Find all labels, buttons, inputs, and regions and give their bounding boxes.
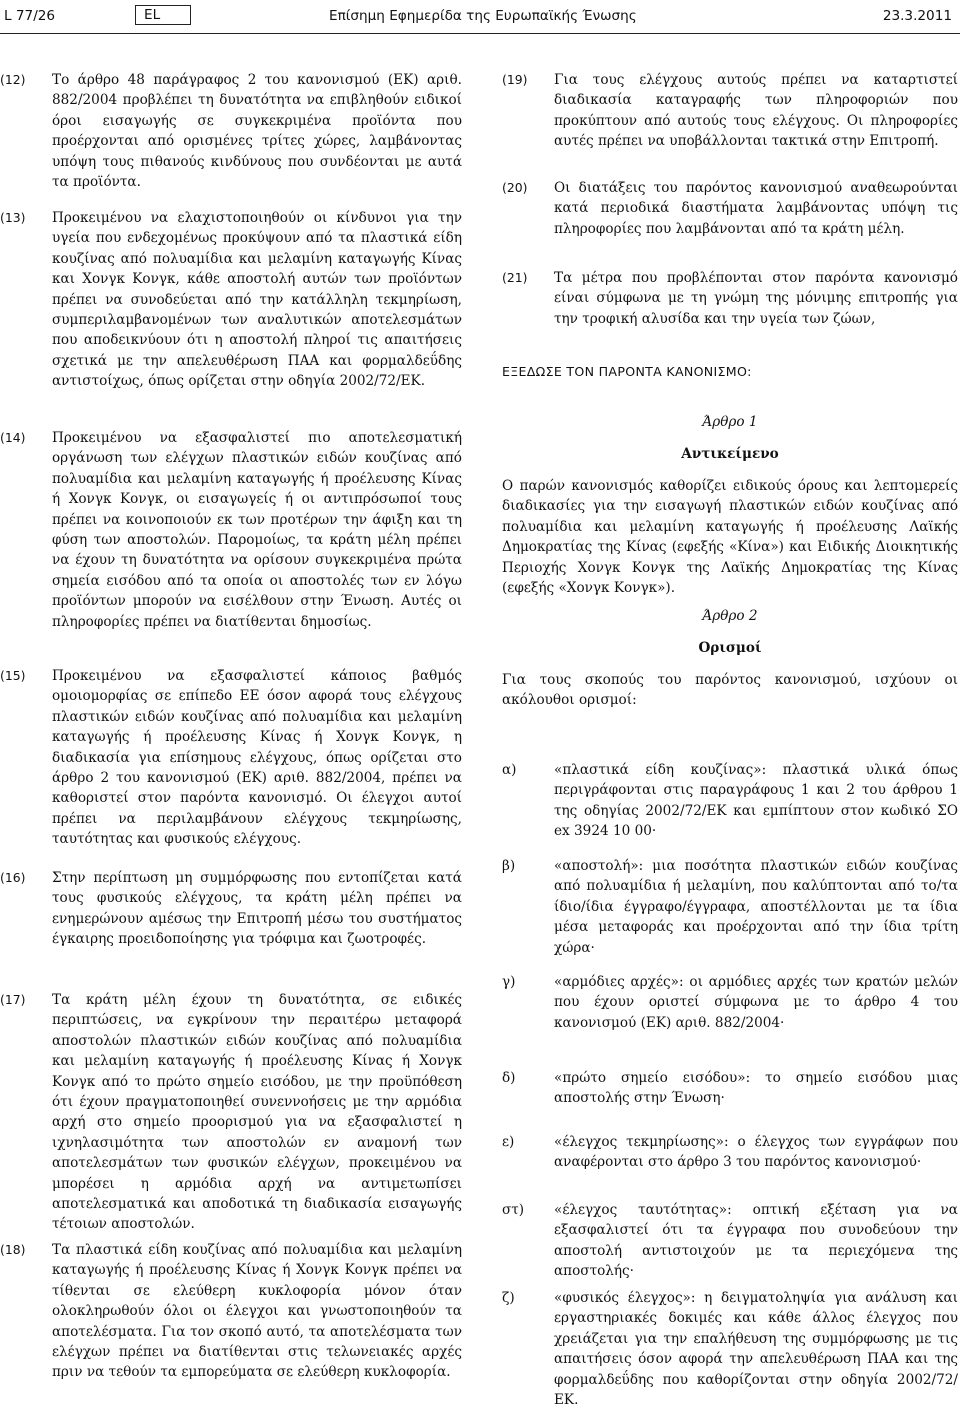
recital-number: (15) <box>0 668 26 683</box>
definition-text: «πρώτο σημείο εισόδου»: το σημείο εισόδου μιας αποστολής στην Ένωση· <box>554 1070 958 1107</box>
recital-17 <box>0 990 462 1235</box>
recital-15 <box>0 666 462 850</box>
recital-20 <box>502 178 958 239</box>
definition-text: «φυσικός έλεγχος»: η δειγματοληψία για ανάλυση και εργαστηριακές δοκιμές και κάθε άλλος έλεγχος που χρειάζεται για την επαλήθευση της συμμόρφωσης με τις απαιτήσεις όσον αφορά την απελευθέρωση ΠΑΑ και της φορμαλδεΰδης που καθορίζονται στην οδηγία 2002/72/ΕΚ. <box>554 1290 958 1409</box>
recital-text: Προκειμένου να ελαχιστοποιηθούν οι κίνδυνοι για την υγεία που ενδεχομένως προκύψουν από τα πλαστικά είδη κουζίνας από πολυαμίδια και μελαμίνη καταγωγής Κίνας και Χονγκ Κονγκ, κάθε αποστολή αυτών των προϊόντων πρέπει να συνοδεύεται από την κατάλληλη τεκμηρίωση, συμπεριλαμβανομένων των αναλυτικών αποτελεσμάτων που αποδεικνύουν ότι η αποστολή πληροί τις απαιτήσεις σχετικά με την απελευθέρωση ΠΑΑ και φορμαλδεΰδης αντιστοίχως, όπως ορίζεται στην οδηγία 2002/72/ΕΚ. <box>52 210 462 390</box>
recital-text: Το άρθρο 48 παράγραφος 2 του κανονισμού (ΕΚ) αριθ. 882/2004 προβλέπει τη δυνατότητα να επιβληθούν ειδικοί όροι εισαγωγής σε συγκεκριμένα προϊόντα που προέρχονται από ορισμένες τρίτες χώρες, λαμβάνοντας υπόψη τους πιθανούς κινδύνους που συνδέονται με αυτά τα προϊόντα. <box>52 72 462 191</box>
recital-19 <box>502 70 958 152</box>
definition-item <box>502 760 958 842</box>
recital-text: Οι διατάξεις του παρόντος κανονισμού αναθεωρούνται κατά περιοδικά διαστήματα λαμβάνοντας υπόψη τις πληροφορίες που λαμβάνονται από τα κράτη μέλη. <box>554 180 958 237</box>
issue-date: 23.3.2011 <box>882 8 952 24</box>
article-2-intro: Για τους σκοπούς του παρόντος κανονισμού, ισχύουν οι ακόλουθοι ορισμοί: <box>502 672 958 709</box>
recital-number: (14) <box>0 430 26 445</box>
recital-number: (13) <box>0 210 26 225</box>
enacting-formula: ΕΞΕΔΩΣΕ ΤΟΝ ΠΑΡΟΝΤΑ ΚΑΝΟΝΙΣΜΟ: <box>502 364 752 379</box>
definition-text: «έλεγχος ταυτότητας»: οπτική εξέταση για να εξασφαλιστεί ότι τα έγγραφα που συνοδεύουν την αποστολή αντιστοιχούν με τα περιεχόμενα της αποστολής· <box>554 1202 958 1280</box>
definition-item <box>502 1068 958 1109</box>
definition-letter: β) <box>502 858 516 874</box>
recital-text: Τα κράτη μέλη έχουν τη δυνατότητα, σε ειδικές περιπτώσεις, να εγκρίνουν την περαιτέρω μεταφορά αποστολών πλαστικών ειδών κουζίνας από πολυαμίδια και μελαμίνη καταγωγής ή προέλευσης Κίνας ή Χονγκ Κονγκ από το πρώτο σημείο εισόδου, με την προϋπόθεση ότι έχουν πραγματοποιηθεί συνεννοήσεις με την αρμόδια αρχή στο σημείο προορισμού για να εξασφαλιστεί η ιχνηλασιμότητα των αποστολών εν αναμονή των αποτελεσμάτων των φυσικών ελέγχων, προκειμένου να μπορέσει η αρμόδια αρχή να αντιμετωπίσει αποτελεσματικά και αποδοτικά τη διαδικασία εισαγωγής τέτοιων αποστολών. <box>52 992 462 1233</box>
page-header <box>0 4 960 34</box>
definition-letter: ζ) <box>502 1290 515 1306</box>
definition-item <box>502 856 958 958</box>
definition-item <box>502 1132 958 1173</box>
recital-18 <box>0 1240 462 1383</box>
recital-21 <box>502 268 958 329</box>
definition-text: «έλεγχος τεκμηρίωσης»: ο έλεγχος των εγγράφων που αναφέρονται στο άρθρο 3 του παρόντος κανονισμού· <box>554 1134 958 1171</box>
article-2-title: Άρθρο 2 <box>702 608 758 624</box>
definition-letter: γ) <box>502 974 516 990</box>
article-2-subtitle: Ορισμοί <box>698 640 762 656</box>
recital-13 <box>0 208 462 392</box>
recital-text: Τα μέτρα που προβλέπονται στον παρόντα κανονισμό είναι σύμφωνα με τη γνώμη της μόνιμης επιτροπής για την τροφική αλυσίδα και την υγεία των ζώων, <box>554 270 958 327</box>
definition-letter: α) <box>502 762 517 778</box>
recital-text: Προκειμένου να εξασφαλιστεί πιο αποτελεσματική οργάνωση των ελέγχων πλαστικών ειδών κουζίνας από πολυαμίδια και μελαμίνη καταγωγής ή προέλευσης Κίνας ή Χονγκ Κονγκ, οι εισαγωγείς ή οι αντιπρόσωποί τους πρέπει να κοινοποιούν εκ των προτέρων την άφιξη και τη φύση των αποστολών. Παρομοίως, τα κράτη μέλη πρέπει να έχουν τη δυνατότητα να ορίσουν συγκεκριμένα πρώτα σημεία εισόδου από τα οποία οι αποστολές των εν λόγω προϊόντων μπορούν να εισέλθουν στην Ένωση. Αυτές οι πληροφορίες πρέπει να διατίθενται δημοσίως. <box>52 430 462 630</box>
journal-title: Επίσημη Εφημερίδα της Ευρωπαϊκής Ένωσης <box>329 8 637 24</box>
recital-16 <box>0 868 462 950</box>
definition-letter: δ) <box>502 1070 516 1086</box>
recital-number: (19) <box>502 72 528 87</box>
definition-item <box>502 1200 958 1282</box>
recital-number: (18) <box>0 1242 26 1257</box>
recital-number: (17) <box>0 992 26 1007</box>
recital-number: (12) <box>0 72 26 87</box>
article-1-title: Άρθρο 1 <box>702 414 758 430</box>
recital-14 <box>0 428 462 632</box>
language-badge: EL <box>135 5 191 25</box>
definition-letter: στ) <box>502 1202 525 1218</box>
recital-number: (16) <box>0 870 26 885</box>
article-1-text: Ο παρών κανονισμός καθορίζει ειδικούς όρους και λεπτομερείς διαδικασίες για την εισαγωγή πλαστικών ειδών κουζίνας από πολυαμίδια και μελαμίνη καταγωγής ή προέλευσης Λαϊκής Δημοκρατίας της Κίνας (εφεξής «Κίνα») και Ειδικής Διοικητικής Περιοχής Χονγκ Κονγκ της Λαϊκής Δημοκρατίας της Κίνας (εφεξής «Χονγκ Κονγκ»). <box>502 478 958 597</box>
definition-letter: ε) <box>502 1134 515 1150</box>
recital-text: Στην περίπτωση μη συμμόρφωσης που εντοπίζεται κατά τους φυσικούς ελέγχους, τα κράτη μέλη πρέπει να ενημερώνουν αμέσως την Επιτροπή μέσω του συστήματος έγκαιρης προειδοποίησης για τρόφιμα και ζωοτροφές. <box>52 870 462 948</box>
page-number: L 77/26 <box>4 8 56 24</box>
recital-number: (21) <box>502 270 528 285</box>
definition-item <box>502 1288 958 1410</box>
definition-item <box>502 972 958 1033</box>
definition-text: «αρμόδιες αρχές»: οι αρμόδιες αρχές των κρατών μελών που έχουν οριστεί σύμφωνα με το άρθρο 4 του κανονισμού (ΕΚ) αριθ. 882/2004· <box>554 974 958 1031</box>
definition-text: «πλαστικά είδη κουζίνας»: πλαστικά υλικά όπως περιγράφονται στις παραγράφους 1 και 2 του άρθρου 1 της οδηγίας 2002/72/ΕΚ και εμπίπτουν στον κωδικό ΣΟ ex 3924 10 00· <box>554 762 958 840</box>
recital-12 <box>0 70 462 192</box>
recital-text: Για τους ελέγχους αυτούς πρέπει να καταρτιστεί διαδικασία καταγραφής των πληροφοριών που προκύπτουν από αυτούς τους ελέγχους. Οι πληροφορίες αυτές πρέπει να υποβάλλονται τακτικά στην Επιτροπή. <box>554 72 958 150</box>
recital-number: (20) <box>502 180 528 195</box>
recital-text: Προκειμένου να εξασφαλιστεί κάποιος βαθμός ομοιομορφίας σε επίπεδο ΕΕ όσον αφορά τους ελέγχους πλαστικών ειδών κουζίνας από πολυαμίδια και μελαμίνη καταγωγής ή προέλευσης Κίνας ή Χονγκ Κονγκ, η διαδικασία για επίσημους ελέγχους, όπως ορίζεται στο άρθρο 2 του κανονισμού (ΕΚ) αριθ. 882/2004, πρέπει να καθοριστεί στον παρόντα κανονισμό. Οι έλεγχοι αυτοί πρέπει να περιλαμβάνουν ελέγχους τεκμηρίωσης, ταυτότητας και φυσικούς ελέγχους. <box>52 668 462 848</box>
header-rule <box>0 33 960 34</box>
article-1-subtitle: Αντικείμενο <box>681 446 779 462</box>
recital-text: Τα πλαστικά είδη κουζίνας από πολυαμίδια και μελαμίνη καταγωγής ή προέλευσης Κίνας ή Χονγκ Κονγκ πρέπει να τίθενται σε ελεύθερη κυκλοφορία μόνον όταν ολοκληρωθούν όλοι οι έλεγχοι και γνωστοποιηθούν τα αποτελέσματα. Για τον σκοπό αυτό, τα αποτελέσματα των ελέγχων πρέπει να διατίθενται στις τελωνειακές αρχές πριν να τεθούν τα εμπορεύματα σε ελεύθερη κυκλοφορία. <box>52 1242 462 1381</box>
definition-text: «αποστολή»: μια ποσότητα πλαστικών ειδών κουζίνας από πολυαμίδια ή μελαμίνη, που καλύπτονται από το/τα ίδιο/ίδια έγγραφο/έγγραφα, αποστέλλονται με τα ίδια μέσα μεταφοράς και προέρχονται από την ίδια τρίτη χώρα· <box>554 858 958 956</box>
